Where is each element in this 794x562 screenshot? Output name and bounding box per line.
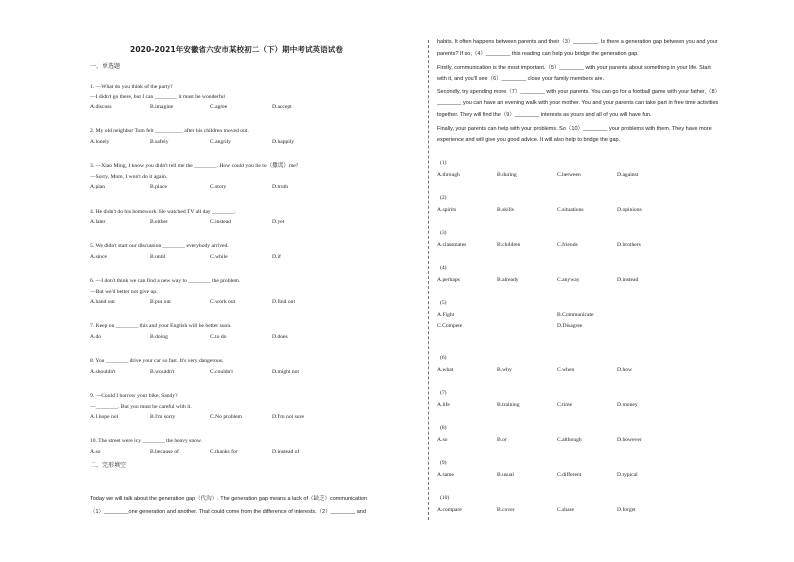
option-c[interactable]: C.thanks for	[210, 449, 238, 455]
option-a[interactable]: A.through	[437, 172, 460, 178]
passage-line: Secondly, try spending more（7）________ with your parents. You can go for a football game with your father,（8）	[437, 89, 721, 95]
option-d[interactable]: D.instead of	[272, 449, 300, 455]
passage-line: experience and will give you good advice. It will also help to bridge the gap.	[437, 137, 621, 143]
cloze-number: (10)	[440, 495, 450, 501]
option-a[interactable]: A.perhaps	[437, 277, 460, 283]
option-d[interactable]: D.happily	[272, 139, 295, 145]
cloze-6-options	[437, 367, 772, 375]
passage-line: parents? If so,（4）________ this reading can help you bridge the generation gap.	[437, 51, 639, 57]
option-c[interactable]: C.agree	[210, 104, 228, 110]
passage-line: （1）________one generation and another. That could come from the difference of interests,（2）________ and	[90, 509, 366, 515]
option-a[interactable]: A.lonely	[90, 139, 110, 145]
question-5-line-1: 5. We didn't start our discussion ________ everybody arrived.	[90, 243, 229, 249]
option-b[interactable]: B.training	[497, 402, 520, 408]
option-b[interactable]: B.already	[497, 277, 519, 283]
option-a[interactable]: A.so	[437, 437, 448, 443]
cloze-number: (4)	[440, 265, 447, 271]
cloze-9-options	[437, 472, 772, 480]
cloze-number: (8)	[440, 425, 447, 431]
option-c[interactable]: C.story	[210, 184, 227, 190]
option-a[interactable]: A.since	[90, 254, 107, 260]
passage-line: habits. It often happens between parents and their（3）________. Is there a generation gap between you and your	[437, 39, 718, 45]
question-1-line-1: 1. —What do you think of the party?	[90, 84, 173, 90]
option-a[interactable]: A.hand out	[90, 299, 115, 305]
option-a[interactable]: A.I hope not	[90, 414, 119, 420]
option-a[interactable]: A.compare	[437, 507, 462, 513]
option-c[interactable]: C.when	[557, 367, 575, 373]
option-b[interactable]: B.wouldn't	[150, 369, 175, 375]
question-2-line-1: 2. My old neighbor Tom felt __________ after his children moved out.	[90, 128, 249, 134]
option-d[interactable]: D.typical	[617, 472, 638, 478]
option-d[interactable]: D.brothers	[617, 242, 641, 248]
option-c[interactable]: C.although	[557, 437, 582, 443]
option-a[interactable]: A.shouldn't	[90, 369, 116, 375]
cloze-10-options	[437, 507, 772, 515]
option-c[interactable]: C.different	[557, 472, 582, 478]
option-a[interactable]: A.life	[437, 402, 450, 408]
section-heading-cloze: 二、完形填空	[90, 462, 127, 469]
question-3-line-2: —Sorry, Mum, I won't do it again.	[90, 174, 168, 180]
option-c[interactable]: C.couldn't	[210, 369, 233, 375]
option-c[interactable]: C.work out	[210, 299, 236, 305]
question-10-line-1: 10. The street were icy ________ the heavy snow.	[90, 438, 203, 444]
question-5-options	[90, 254, 420, 262]
cloze-number: (1)	[440, 160, 447, 166]
passage-line: Finally, your parents can help with your problems. So（10）________ your problems with them. They have more	[437, 126, 712, 132]
cloze-number: (3)	[440, 230, 447, 236]
cloze-number: (6)	[440, 355, 447, 361]
passage-line: Today we will talk about the generation gap（代沟）. The generation gap means a lack of（缺乏）communication	[90, 496, 367, 502]
passage-line: ________ you can have an evening walk with your mother. You and your parents can take part in free time activities	[437, 100, 719, 106]
option-a[interactable]: A.same	[437, 472, 454, 478]
cloze-7-options	[437, 402, 772, 410]
passage-line: together. They will find the（9）________ interests as yours and all of you will have fun.	[437, 112, 652, 118]
option-a[interactable]: A.later	[90, 219, 106, 225]
option-a[interactable]: A.plan	[90, 184, 106, 190]
question-6-line-2: —But we'd better not give up.	[90, 289, 158, 295]
option-d[interactable]: D.opinions	[617, 207, 642, 213]
option-d[interactable]: D.find out	[272, 299, 295, 305]
option-b[interactable]: B.put out	[150, 299, 171, 305]
option-b[interactable]: B.children	[497, 242, 521, 248]
option-a[interactable]: A.discuss	[90, 104, 112, 110]
option-b[interactable]: B.imagine	[150, 104, 174, 110]
option-d[interactable]: D.truth	[272, 184, 289, 190]
cloze-5-options-row1	[437, 312, 772, 320]
question-3-line-1: 3. —Xiao Ming, I know you didn't tell me the ________. How could you lie to（撒谎）me?	[90, 163, 299, 169]
option-d[interactable]: D.Disagree	[557, 323, 583, 329]
column-divider	[428, 40, 429, 520]
section-heading-single-choice: 一、单选题	[90, 63, 121, 70]
option-c[interactable]: C.while	[210, 254, 228, 260]
option-d[interactable]: D.against	[617, 172, 639, 178]
cloze-8-options	[437, 437, 772, 445]
question-7-options	[90, 334, 420, 342]
option-b[interactable]: B.Communicate	[557, 312, 594, 318]
option-d[interactable]: D.money	[617, 402, 638, 408]
option-c[interactable]: C.No problem	[210, 414, 243, 420]
option-b[interactable]: B.because of	[150, 449, 179, 455]
passage-line: Firstly, communication is the most important.（5）________ with your parents about something in your life. Start	[437, 65, 711, 71]
cloze-number: (9)	[440, 460, 447, 466]
option-b[interactable]: B.place	[150, 184, 167, 190]
question-1-options	[90, 104, 420, 112]
question-9-line-2: —________. But you must be careful with it.	[90, 404, 192, 410]
cloze-4-options	[437, 277, 772, 285]
option-c[interactable]: C.friends	[557, 242, 578, 248]
option-c[interactable]: C.Compete	[437, 323, 463, 329]
option-a[interactable]: A.what	[437, 367, 454, 373]
option-b[interactable]: B.I'm sorry	[150, 414, 176, 420]
question-3-options	[90, 184, 420, 192]
option-d[interactable]: D.how	[617, 367, 633, 373]
option-c[interactable]: C.instead	[210, 219, 231, 225]
option-d[interactable]: D.accept	[272, 104, 292, 110]
cloze-number: (5)	[440, 300, 447, 306]
option-b[interactable]: B.or	[497, 437, 507, 443]
question-8-options	[90, 369, 420, 377]
question-6-options	[90, 299, 420, 307]
option-b[interactable]: B.either	[150, 219, 168, 225]
cloze-number: (7)	[440, 390, 447, 396]
option-c[interactable]: C.angrily	[210, 139, 231, 145]
question-9-options	[90, 414, 420, 422]
option-b[interactable]: B.doing	[150, 334, 168, 340]
option-b[interactable]: B.usual	[497, 472, 514, 478]
option-c[interactable]: C.situations	[557, 207, 584, 213]
question-7-line-1: 7. Keep on ________ this and your English will be better soon.	[90, 323, 232, 329]
option-c[interactable]: C.share	[557, 507, 574, 513]
option-d[interactable]: D.however	[617, 437, 642, 443]
option-d[interactable]: D.I'm not sure	[272, 414, 304, 420]
question-2-options	[90, 139, 420, 147]
option-d[interactable]: D.if	[272, 254, 281, 260]
question-8-line-1: 8. You ________ drive your car so fast. It's very dangerous.	[90, 358, 224, 364]
question-10-options	[90, 449, 420, 457]
option-c[interactable]: C.time	[557, 402, 573, 408]
cloze-1-options	[437, 172, 772, 180]
question-4-options	[90, 219, 420, 227]
option-b[interactable]: B.safely	[150, 139, 169, 145]
option-b[interactable]: B.until	[150, 254, 166, 260]
question-1-line-2: —I didn't go there, but I can ________ it must be wonderful	[90, 94, 225, 100]
option-a[interactable]: A.so	[90, 449, 101, 455]
option-d[interactable]: D.instead	[617, 277, 639, 283]
option-a[interactable]: A.spirits	[437, 207, 457, 213]
option-d[interactable]: D.yet	[272, 219, 285, 225]
option-d[interactable]: D.does	[272, 334, 288, 340]
option-c[interactable]: C.to do	[210, 334, 227, 340]
option-c[interactable]: C.between	[557, 172, 581, 178]
option-d[interactable]: D.forget	[617, 507, 636, 513]
option-b[interactable]: B.cover	[497, 507, 515, 513]
cloze-5-options-row2	[437, 323, 772, 331]
option-b[interactable]: B.during	[497, 172, 517, 178]
passage-line: with it, and you'll see（6）________ close your family members are.	[437, 76, 605, 82]
option-b[interactable]: B.skills	[497, 207, 514, 213]
option-c[interactable]: C.anyway	[557, 277, 580, 283]
option-b[interactable]: B.why	[497, 367, 512, 373]
cloze-number: (2)	[440, 195, 447, 201]
question-4-line-1: 4. He didn't do his homework. He watched TV all day ________.	[90, 209, 236, 215]
option-a[interactable]: A.Fight	[437, 312, 455, 318]
option-a[interactable]: A.do	[90, 334, 102, 340]
question-9-line-1: 9. —Could I borrow your bike, Sandy?	[90, 393, 178, 399]
cloze-3-options	[437, 242, 772, 250]
option-a[interactable]: A.classmates	[437, 242, 467, 248]
option-d[interactable]: D.might not	[272, 369, 300, 375]
cloze-2-options	[437, 207, 772, 215]
page-title: 2020-2021年安徽省六安市某校初二（下）期中考试英语试卷	[130, 45, 343, 54]
question-6-line-1: 6. —I don't think we can find a new way to ________ the problem.	[90, 278, 241, 284]
